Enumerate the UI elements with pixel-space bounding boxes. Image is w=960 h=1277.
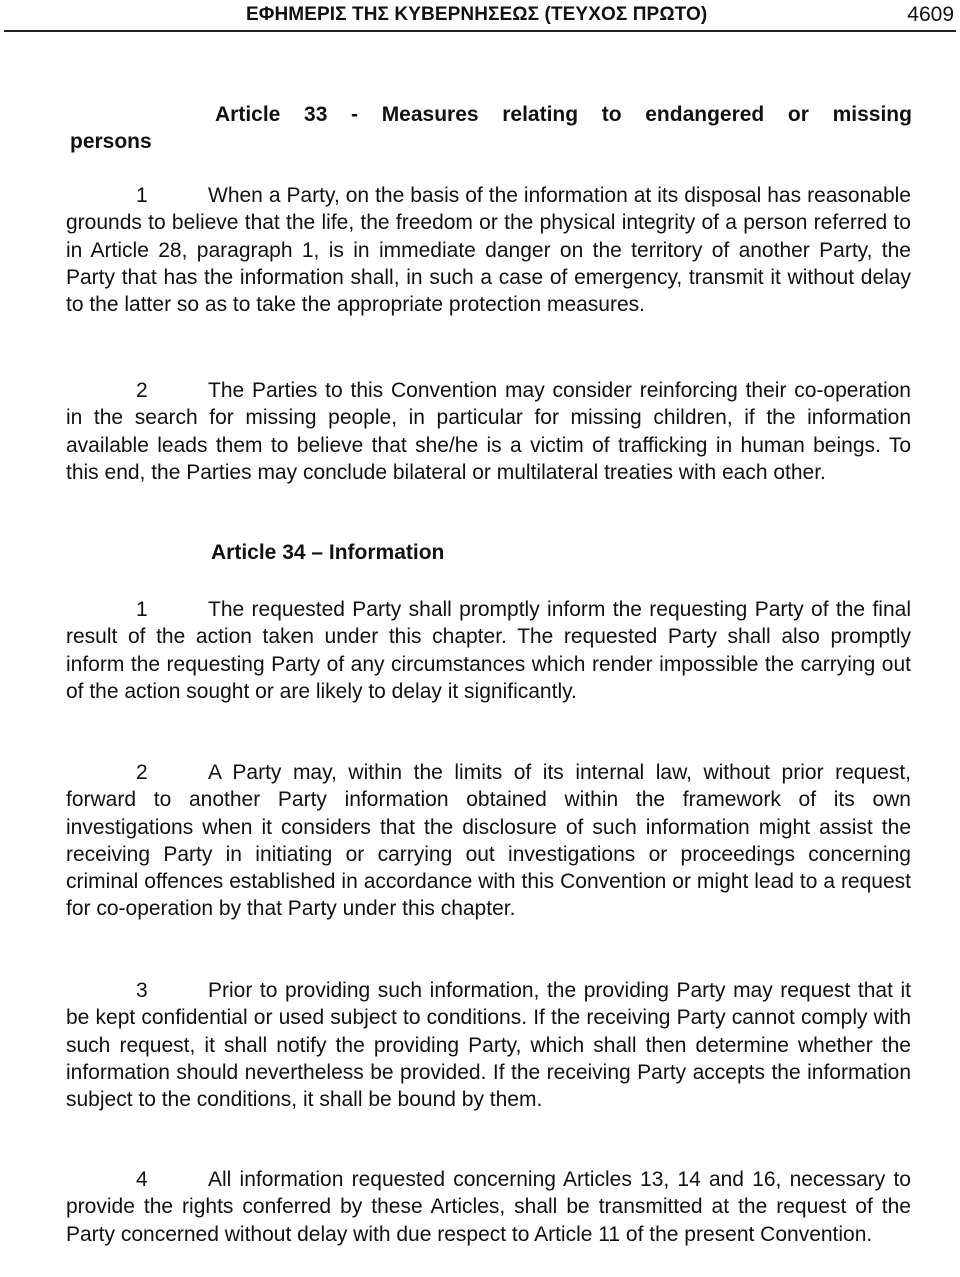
- article-34-heading: Article 34 – Information: [211, 541, 445, 564]
- paragraph-number: 2: [136, 379, 148, 402]
- article-34-paragraph-2: [66, 759, 911, 923]
- paragraph-text: All information requested concerning Articles 13, 14 and 16, necessary to provide the rights conferred by these Articles, shall be transmitted at the request of the Party concerned without delay with due respect to Article 11 of the present Convention.: [66, 1168, 911, 1246]
- heading-word: relating: [502, 103, 579, 126]
- heading-word: -: [351, 103, 359, 126]
- heading-word: to: [601, 103, 622, 126]
- paragraph-number: 2: [136, 761, 148, 784]
- article-34-paragraph-4: [66, 1166, 911, 1248]
- article-33-heading: [215, 103, 912, 127]
- paragraph-number: 3: [136, 979, 148, 1002]
- article-33-paragraph-2: [66, 377, 911, 486]
- heading-word: endangered: [645, 103, 765, 126]
- paragraph-number: 1: [136, 598, 148, 621]
- paragraph-number: 4: [136, 1168, 148, 1191]
- gazette-title: ΕΦΗΜΕΡΙΣ ΤΗΣ ΚΥΒΕΡΝΗΣΕΩΣ (ΤΕΥΧΟΣ ΠΡΩΤΟ): [246, 4, 708, 25]
- heading-word: or: [787, 103, 809, 126]
- page-number: 4609: [907, 3, 954, 26]
- paragraph-text: Prior to providing such information, the providing Party may request that it be kept confidential or used subject to conditions. If the receiving Party cannot comply with such request, it shall notify the providing Party, which shall then determine whether the information should nevertheless be provided. If the receiving Party accepts the information subject to the conditions, it shall be bound by them.: [66, 979, 911, 1112]
- heading-word: Measures: [381, 103, 479, 126]
- paragraph-text: The requested Party shall promptly inform the requesting Party of the final result of the action taken under this chapter. The requested Party shall also promptly inform the requesting Party of any circumstances which render impossible the carrying out of the action sought or are likely to delay it significantly.: [66, 598, 911, 703]
- heading-word: missing: [832, 103, 912, 126]
- paragraph-text: The Parties to this Convention may consider reinforcing their co-operation in the search for missing people, in particular for missing children, if the information available leads them to believe that she/he is a victim of trafficking in human beings. To this end, the Parties may conclude bilateral or multilateral treaties with each other.: [66, 379, 911, 484]
- paragraph-number: 1: [136, 184, 148, 207]
- article-34-paragraph-1: [66, 596, 911, 705]
- paragraph-text: When a Party, on the basis of the information at its disposal has reasonable grounds to believe that the life, the freedom or the physical integrity of a person referred to in Article 28, paragraph 1, is in immediate danger on the territory of another Party, the Party that has the information shall, in such a case of emergency, transmit it without delay to the latter so as to take the appropriate protection measures.: [66, 184, 911, 317]
- heading-word: Article: [215, 103, 281, 126]
- article-34-paragraph-3: [66, 977, 911, 1113]
- heading-word: 33: [304, 103, 328, 126]
- page-header: [4, 0, 956, 32]
- article-33-heading-continued: persons: [70, 130, 152, 153]
- article-33-paragraph-1: [66, 182, 911, 318]
- paragraph-text: A Party may, within the limits of its internal law, without prior request, forward to another Party information obtained within the framework of its own investigations when it considers that the disclosure of such information might assist the receiving Party in initiating or carrying out investigations or proceedings concerning criminal offences established in accordance with this Convention or might lead to a request for co-operation by that Party under this chapter.: [66, 761, 911, 921]
